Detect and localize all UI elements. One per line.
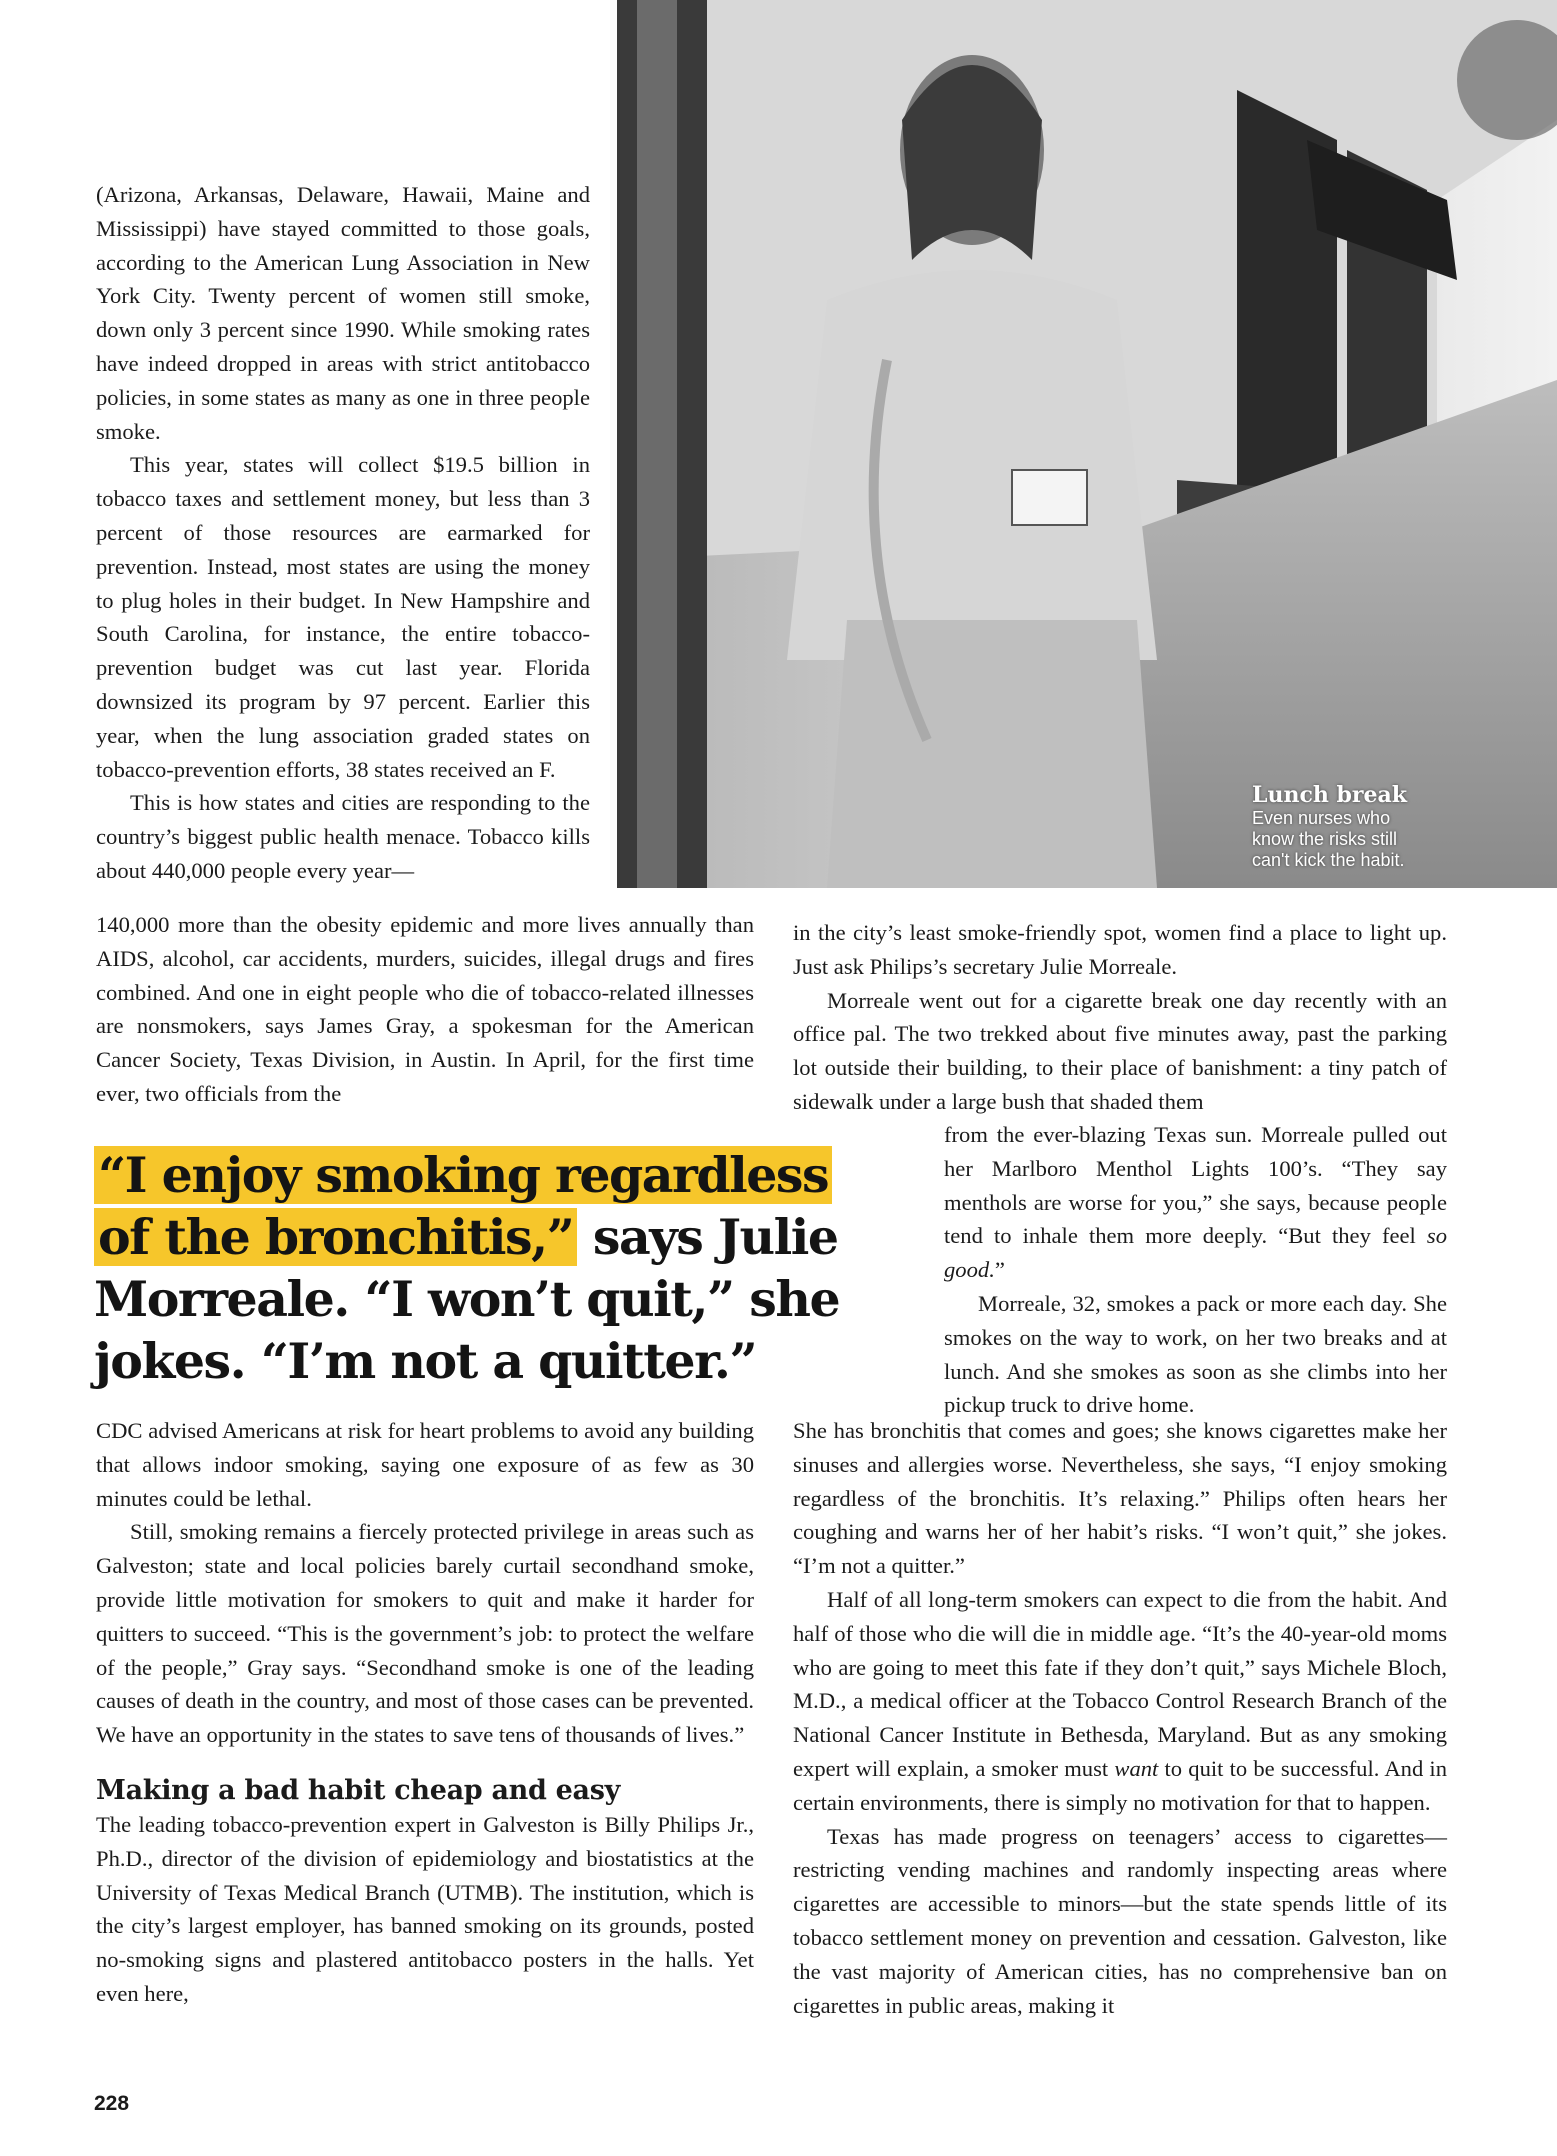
paragraph: CDC advised Americans at risk for heart problems to avoid any building that allows indoor smoking, saying one exposure of as few as 30 minutes could be lethal.: [96, 1418, 754, 1511]
article-photo: [617, 0, 1557, 888]
caption-line: can't kick the habit.: [1252, 850, 1405, 870]
emphasis: want: [1114, 1755, 1159, 1781]
paragraph: Morreale, 32, smokes a pack or more each day. She smokes on the way to work, on her two breaks and at lunch. And she smokes as soon as she climbs into her pickup truck to drive home.: [944, 1290, 1447, 1418]
paragraph: Morreale went out for a cigarette break one day recently with an office pal. The two trekked about five minutes away, past the parking lot outside their building, to their place of banishment: a tiny patch of sidewalk under a large bush that shaded them: [793, 987, 1447, 1114]
pull-quote-rest: says Julie Morreale. “I won’t quit,” she jokes. “I’m not a quitter.”: [94, 1208, 840, 1390]
paragraph: [944, 1118, 1447, 1287]
photo-illustration: [617, 0, 1557, 888]
column-left-mid: [96, 908, 754, 1111]
text-run: from the ever-blazing Texas sun. Morreale pulled out her Marlboro Menthol Lights 100’s. “They say menthols are worse for you,” she says, because people tend to inhale them more deeply. “But they feel: [944, 1122, 1447, 1249]
caption-line: know the risks still: [1252, 829, 1398, 849]
paragraph: Still, smoking remains a fiercely protected privilege in areas such as Galveston; state and local policies barely curtail secondhand smoke, provide little motivation for smokers to quit and make it harder for quitters to succeed. “This is the government’s job: to protect the welfare of the people,” Gray says. “Secondhand smoke is one of the leading causes of death in the country, and most of those cases can be prevented. We have an opportunity in the states to save tens of thousands of lives.”: [96, 1519, 754, 1748]
caption-title: Lunch break: [1252, 782, 1407, 808]
pull-quote: [94, 1144, 914, 1392]
section-subhead: Making a bad habit cheap and easy: [96, 1774, 621, 1806]
paragraph: She has bronchitis that comes and goes; she knows cigarettes make her sinuses and allergies worse. Nevertheless, she says, “I enjoy smoking regardless of the bronchitis. It’s relaxing.” Philips often hears her coughing and warns her of her habit’s risks. “I won’t quit,” she jokes. “I’m not a quitter.”: [793, 1418, 1447, 1579]
paragraph: [793, 1583, 1447, 1820]
column-right-top: [793, 916, 1447, 1119]
paragraph: This is how states and cities are responding to the country’s biggest public health menace. Tobacco kills about 440,000 people every year—: [96, 790, 590, 883]
paragraph: (Arizona, Arkansas, Delaware, Hawaii, Maine and Mississippi) have stayed committed to those goals, according to the American Lung Association in New York City. Twenty percent of women still smoke, down only 3 percent since 1990. While smoking rates have indeed dropped in areas with strict antitobacco policies, in some states as many as one in three people smoke.: [96, 182, 590, 444]
column-right-bottom: [793, 1414, 1447, 2022]
photo-caption: [1252, 782, 1512, 871]
page-number: 228: [94, 2092, 130, 2115]
pull-quote-highlight: of the bronchitis,”: [94, 1208, 577, 1266]
paragraph: This year, states will collect $19.5 billion in tobacco taxes and settlement money, but less than 3 percent of those resources are earmarked for prevention. Instead, most states are using the money to plug holes in their budget. In New Hampshire and South Carolina, for instance, the entire tobacco-prevention budget was cut last year. Florida downsized its program by 97 percent. Earlier this year, when the lung association graded states on tobacco-prevention efforts, 38 states received an F.: [96, 452, 590, 782]
emphasis: so good.: [944, 1223, 1447, 1283]
paragraph: The leading tobacco-prevention expert in Galveston is Billy Philips Jr., Ph.D., director of the division of epidemiology and biostatistics at the University of Texas Medical Branch (UTMB). The institution, which is the city’s largest employer, has banned smoking on its grounds, posted no-smoking signs and plastered antitobacco posters in the halls. Yet even here,: [96, 1811, 754, 2006]
paragraph: Texas has made progress on teenagers’ access to cigarettes—restricting vending machines and randomly inspecting areas where cigarettes are accessible to minors—but the state spends little of its tobacco settlement money on prevention and cessation. Galveston, like the vast majority of American cities, has no comprehensive ban on cigarettes in public areas, making it: [793, 1823, 1447, 2018]
caption-line: Even nurses who: [1252, 808, 1391, 828]
pull-quote-highlight: “I enjoy smoking regardless: [94, 1146, 832, 1204]
column-left-bottom: [96, 1414, 754, 2011]
column-right-narrow: [944, 1118, 1447, 1422]
column-left-top: [96, 178, 590, 888]
text-run: ”: [994, 1257, 1005, 1283]
paragraph: in the city’s least smoke-friendly spot, women find a place to light up. Just ask Philips’s secretary Julie Morreale.: [793, 920, 1447, 979]
paragraph: 140,000 more than the obesity epidemic and more lives annually than AIDS, alcohol, car accidents, murders, suicides, illegal drugs and fires combined. And one in eight people who die of tobacco-related illnesses are nonsmokers, says James Gray, a spokesman for the American Cancer Society, Texas Division, in Austin. In April, for the first time ever, two officials from the: [96, 912, 754, 1106]
text-run: to quit to be successful. And in certain environments, there is simply no motivation for that to happen.: [793, 1755, 1448, 1815]
text-run: Half of all long-term smokers can expect to die from the habit. And half of those who die will die in middle age. “It’s the 40-year-old moms who are going to meet this fate if they don’t quit,” says Michele Bloch, M.D., a medical officer at the Tobacco Control Research Branch of the National Cancer Institute in Bethesda, Maryland. But as any smoking expert will explain, a smoker must: [793, 1586, 1447, 1781]
